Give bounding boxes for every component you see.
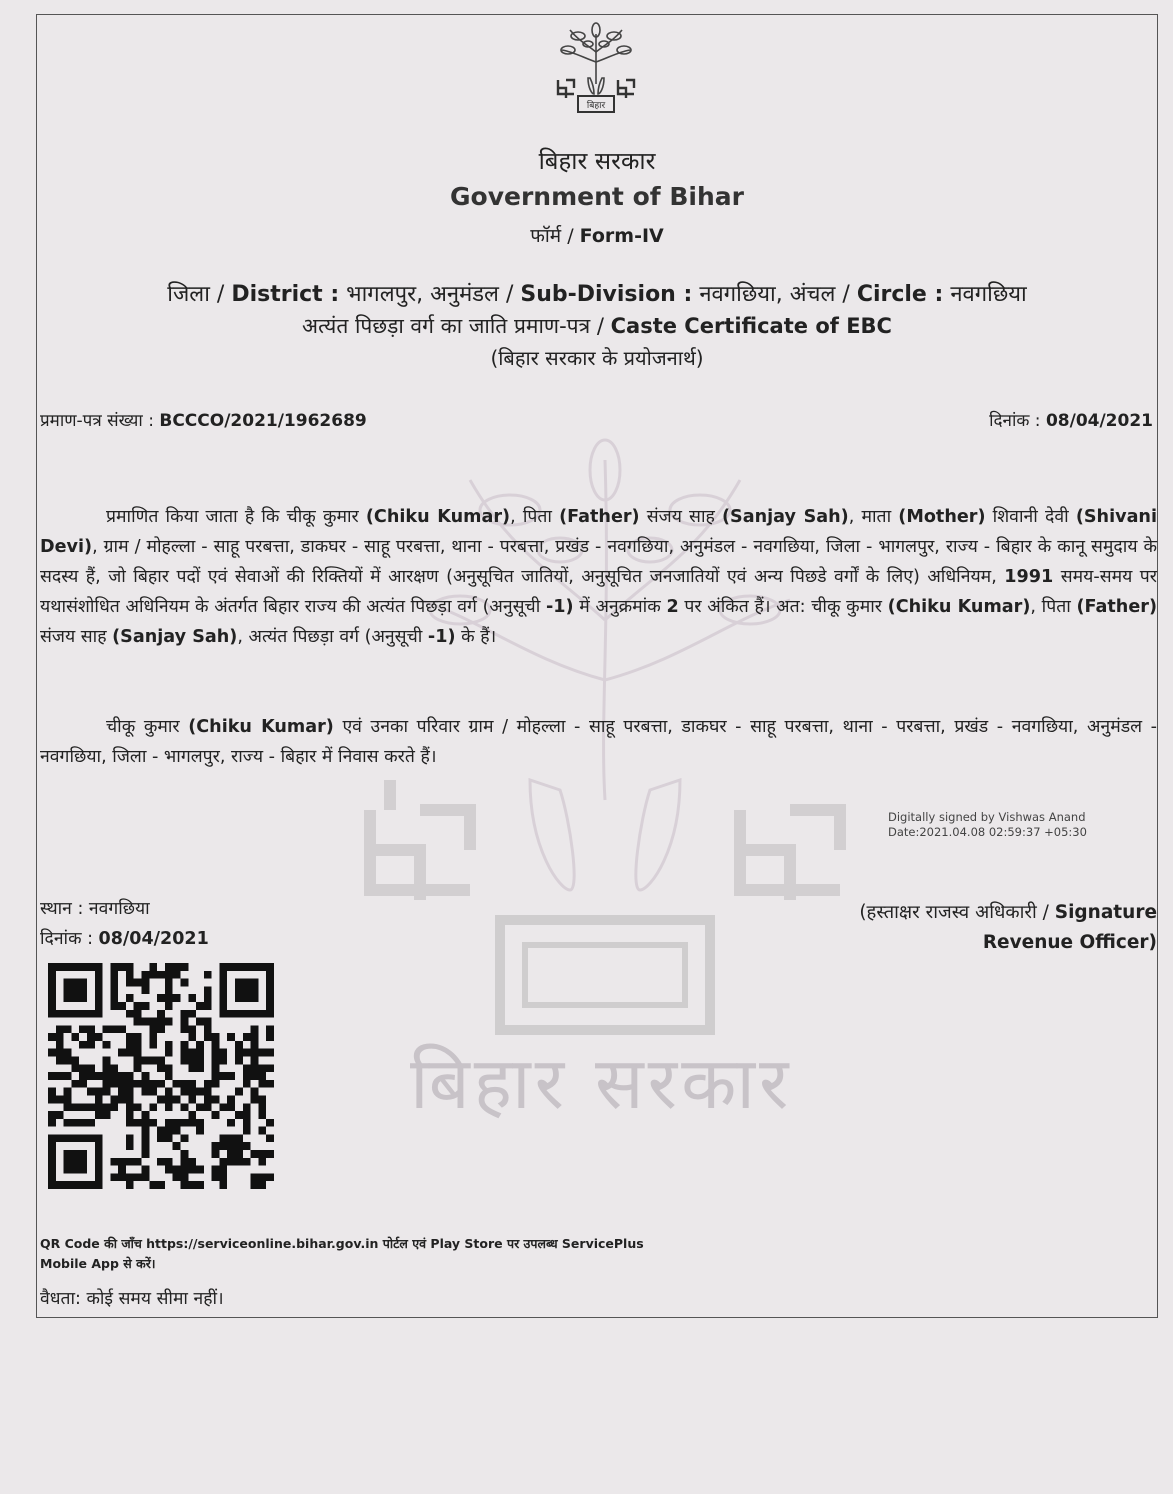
text-run: , अत्यंत पिछड़ा वर्ग (अनुसूची <box>237 627 428 647</box>
digital-signature-block <box>888 810 1087 840</box>
signature-label-hindi: (हस्ताक्षर राजस्व अधिकारी / <box>859 902 1049 923</box>
certificate-title-hindi: अत्यंत पिछड़ा वर्ग का जाति प्रमाण-पत्र / <box>302 314 604 338</box>
serial-number: 2 <box>666 597 679 617</box>
text-run: , माता <box>848 507 899 527</box>
qr-note-line1: QR Code की जाँच https://serviceonline.bihar.gov.in पोर्टल एवं Play Store पर उपलब्ध ServicePlus <box>40 1236 644 1251</box>
district-value: भागलपुर, अनुमंडल / <box>346 282 514 307</box>
text-run: , पिता <box>510 507 560 527</box>
qr-verification-note <box>40 1234 760 1274</box>
place-date-block <box>40 894 209 954</box>
certificate-number <box>40 408 367 431</box>
circle-value: नवगछिया <box>950 282 1027 307</box>
footer-date-label: दिनांक : <box>40 929 93 949</box>
text-run: समय-समय पर यथासंशोधित अधिनियम के अंतर्गत बिहार राज्य की अत्यंत पिछड़ा वर्ग (अनुसूची <box>40 567 1157 617</box>
watermark-text: बिहार सरकार <box>410 1041 793 1125</box>
certificate-number-value: BCCCO/2021/1962689 <box>159 411 367 431</box>
place-value: नवगछिया <box>88 899 150 919</box>
subdivision-label: Sub-Division : <box>520 282 693 307</box>
district-label-hindi: जिला / <box>167 282 225 307</box>
text-run: चीकू कुमार <box>106 717 189 737</box>
bihar-emblem-icon <box>548 22 644 114</box>
subdivision-value: नवगछिया, अंचल / <box>699 282 850 307</box>
emblem-label: बिहार <box>586 101 606 111</box>
father-name-en: (Sanjay Sah) <box>112 627 238 647</box>
circle-label: Circle : <box>856 282 944 307</box>
revenue-officer-label: Revenue Officer) <box>982 932 1157 953</box>
schedule-number: -1) <box>427 627 456 647</box>
certificate-title-english: Caste Certificate of EBC <box>610 314 892 338</box>
officer-signature-label <box>859 898 1157 958</box>
text-run: संजय साह <box>639 507 722 527</box>
father-label-en: (Father) <box>1076 597 1157 617</box>
certification-paragraph <box>40 502 1157 652</box>
father-label-en: (Father) <box>559 507 640 527</box>
qr-code <box>48 962 274 1190</box>
text-run: पर अंकित हैं। अत: चीकू कुमार <box>678 597 888 617</box>
district-label: District : <box>231 282 340 307</box>
text-run: संजय साह <box>40 627 113 647</box>
text-run: के हैं। <box>455 627 497 647</box>
text-run: , ग्राम / मोहल्ला - साहू परबत्ता, डाकघर - साहू परबत्ता, थाना - परबत्ता, प्रखंड - नवगछिया, अनुमंडल - नवगछिया, जिला - भागलपुर, राज्य - बिहार के कानू समुदाय के सदस्य हैं, जो बिहार पदों एवं सेवाओं की रिक्तियों में आरक्षण (अनुसूचित जातियों, अनुसूचित जनजातियों एवं अन्य पिछडे वर्गों के लिए) अधिनियम, <box>40 537 1157 587</box>
applicant-name-en: (Chiku Kumar) <box>365 507 511 527</box>
mother-label-en: (Mother) <box>898 507 986 527</box>
residence-paragraph <box>40 712 1157 772</box>
form-label-hindi: फॉर्म / <box>530 225 574 247</box>
certificate-purpose: (बिहार सरकार के प्रयोजनार्थ) <box>490 346 704 370</box>
text-run: शिवानी देवी <box>985 507 1076 527</box>
certificate-title <box>36 312 1158 340</box>
validity-note: वैधता: कोई समय सीमा नहीं। <box>40 1289 224 1309</box>
text-run: , पिता <box>1030 597 1077 617</box>
digital-signature-date: Date:2021.04.08 02:59:37 +05:30 <box>888 825 1087 839</box>
father-name-en: (Sanjay Sah) <box>722 507 849 527</box>
qr-note-line2: Mobile App से करें। <box>40 1256 156 1271</box>
government-title-english: Government of Bihar <box>450 182 744 211</box>
applicant-name-en: (Chiku Kumar) <box>887 597 1031 617</box>
form-label-english: Form-IV <box>579 225 664 247</box>
place-label: स्थान : <box>40 899 84 919</box>
mother-name-en: (Shivani Devi) <box>40 507 1157 557</box>
schedule-number: -1) <box>545 597 574 617</box>
text-run: में अनुक्रमांक <box>573 597 667 617</box>
form-number <box>36 222 1158 248</box>
act-year: 1991 <box>1004 567 1054 587</box>
location-line <box>36 278 1158 308</box>
digital-signature-signer: Digitally signed by Vishwas Anand <box>888 810 1086 824</box>
certificate-number-label: प्रमाण-पत्र संख्या : <box>40 411 154 431</box>
applicant-name-en: (Chiku Kumar) <box>188 717 334 737</box>
government-title-hindi: बिहार सरकार <box>538 147 656 175</box>
text-run: प्रमाणित किया जाता है कि चीकू कुमार <box>106 507 366 527</box>
signature-label-english: Signature <box>1054 902 1157 923</box>
certificate-date-value: 08/04/2021 <box>1045 411 1153 431</box>
footer-date-value: 08/04/2021 <box>98 929 209 949</box>
text-run: एवं उनका परिवार ग्राम / मोहल्ला - साहू परबत्ता, डाकघर - साहू परबत्ता, थाना - परबत्ता, प्रखंड - नवगछिया, अनुमंडल - नवगछिया, जिला - भागलपुर, राज्य - बिहार में निवास करते हैं। <box>40 717 1158 767</box>
certificate-date <box>989 408 1153 431</box>
certificate-date-label: दिनांक : <box>989 411 1041 431</box>
